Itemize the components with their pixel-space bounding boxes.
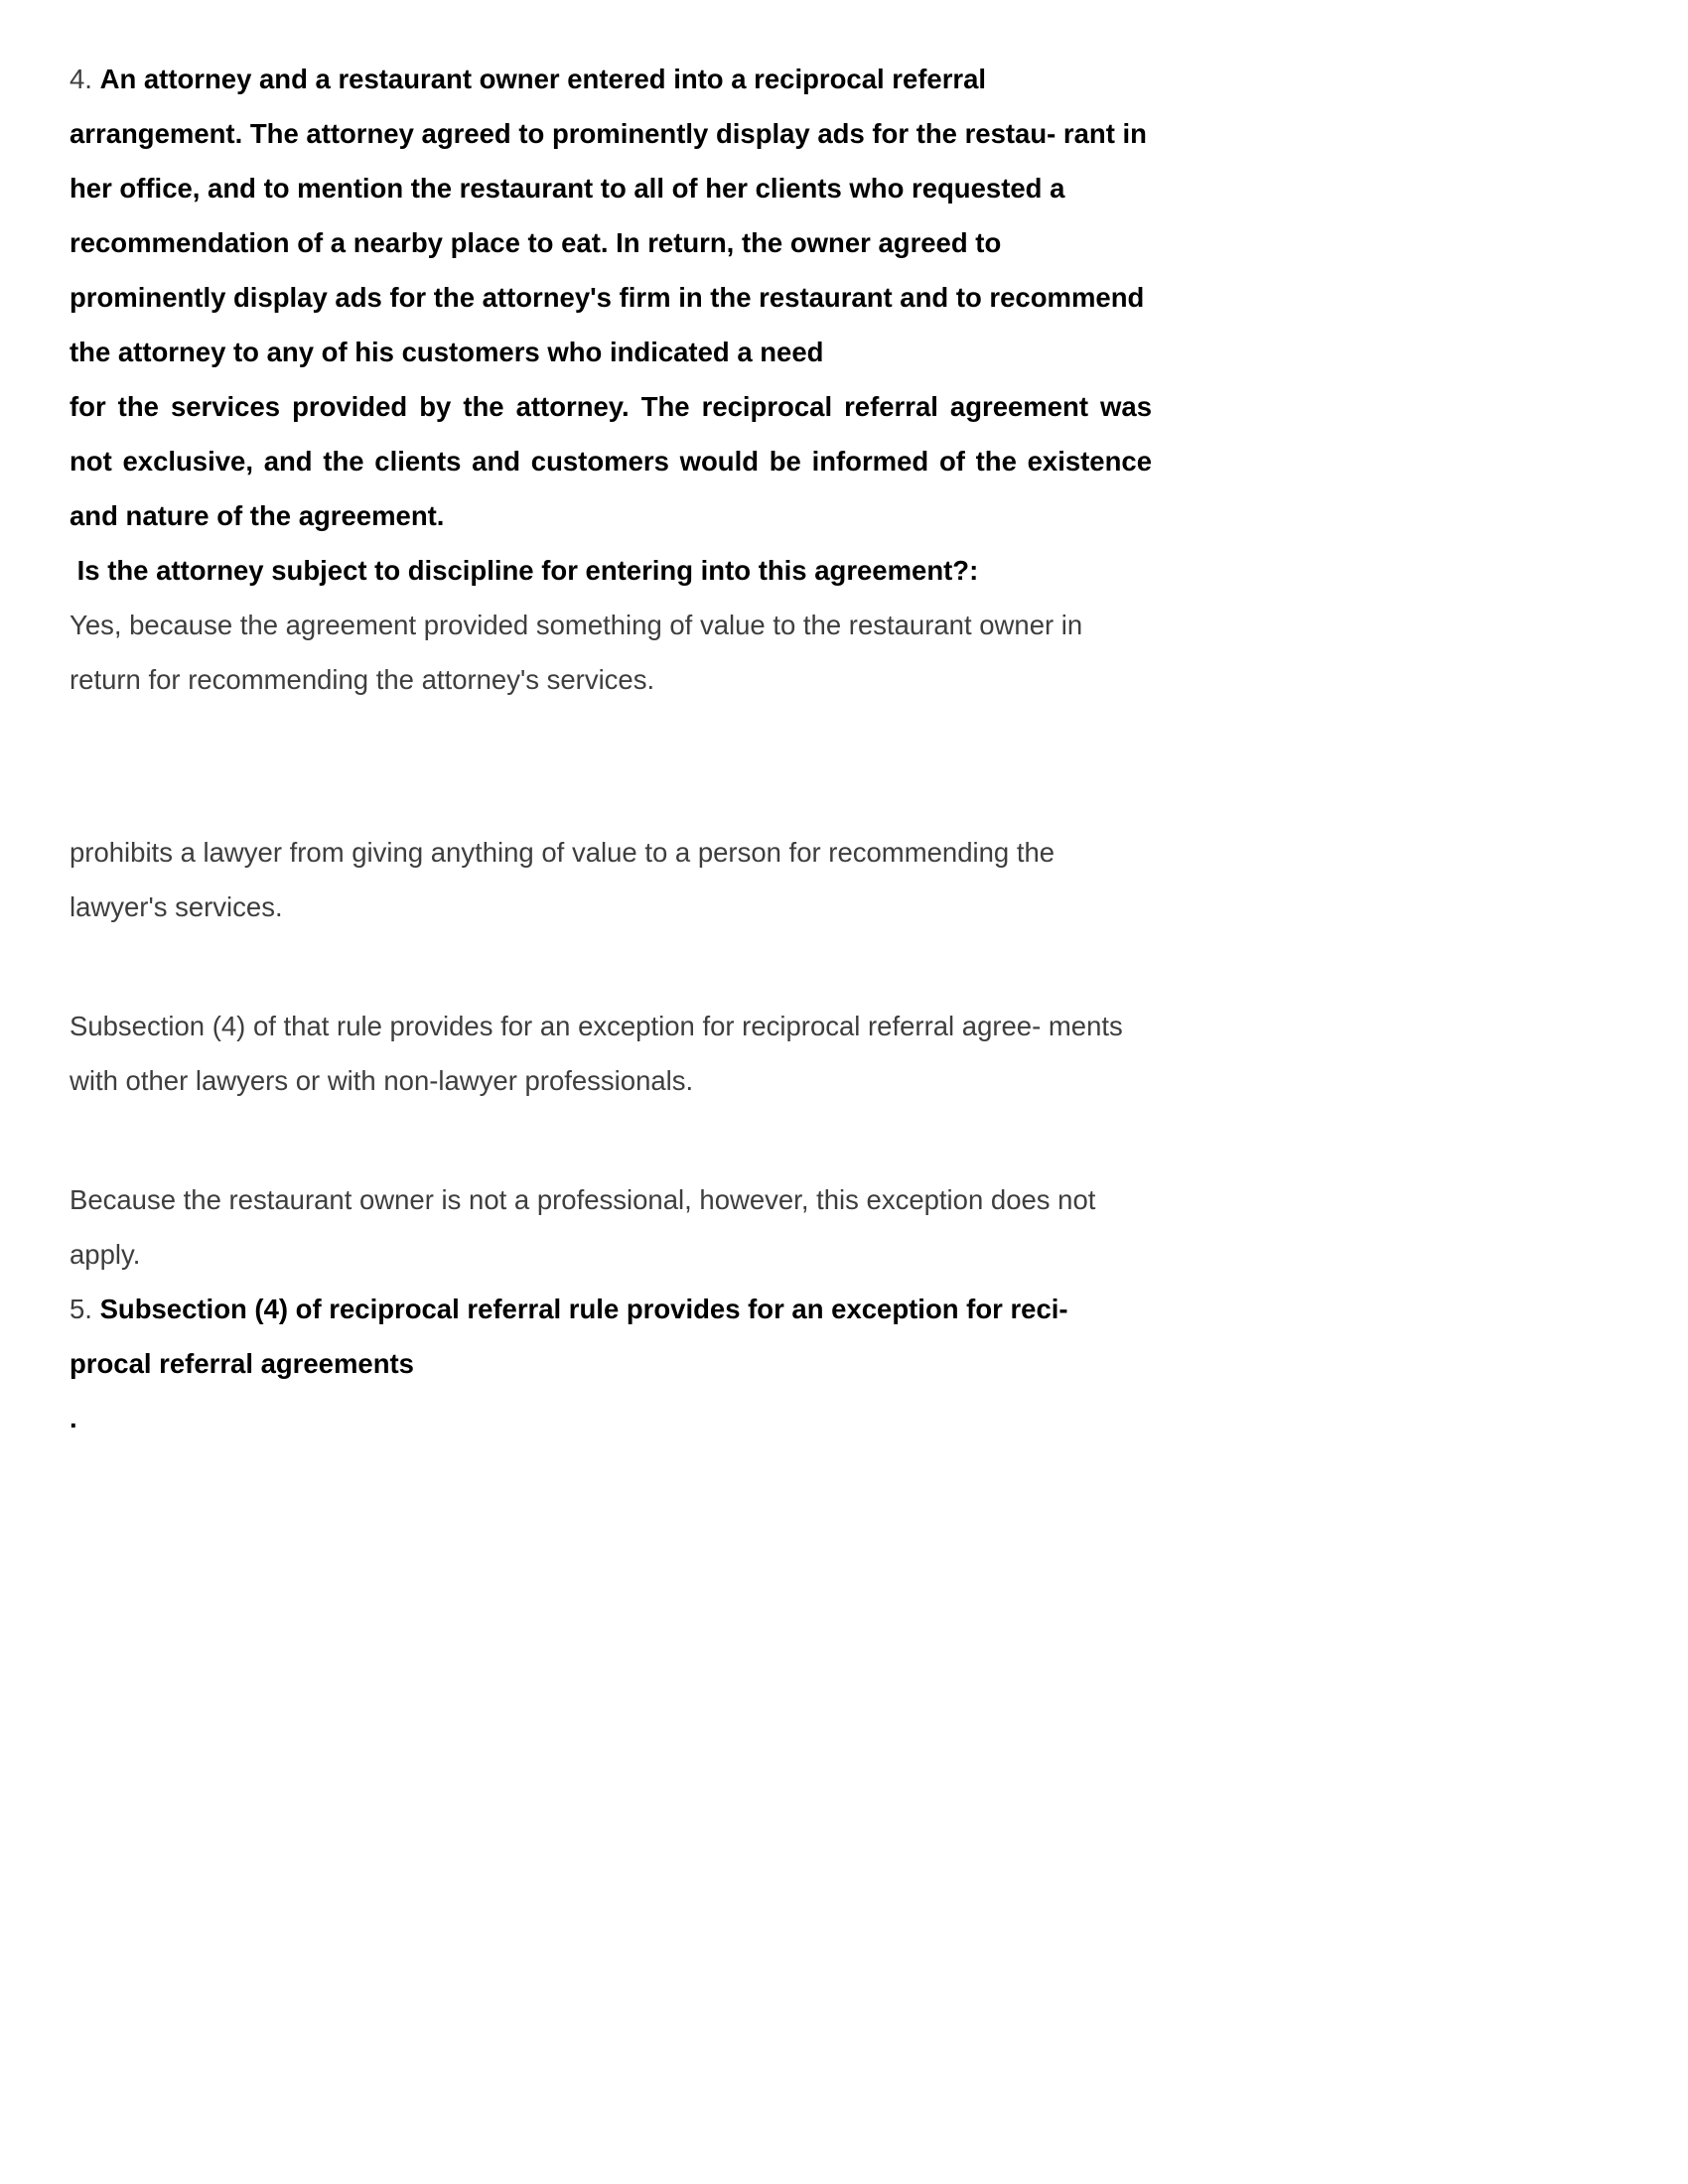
question-5-number: 5. [70,1294,100,1324]
question-4-prompt: Is the attorney subject to discipline for entering into this agreement?: [70,555,979,586]
question-4-statement-text: An attorney and a restaurant owner entered into a reciprocal referral arrangement. The attorney agreed to prominently display ads for the restau- rant in her office, and to mention the restaurant to all of her clients who requested a recommendation of a nearby place to eat. In return, the owner agreed to prominently display ads for the attorney's firm in the restaurant and to recommend the attorney to any of his customers who indicated a need [70,64,1147,367]
question-4-answer: Yes, because the agreement provided something of value to the restaurant owner in return for recommending the attorney's services. [70,610,1083,695]
document-content [70,52,1152,1445]
explanation-paragraph-2: Subsection (4) of that rule provides for an exception for reciprocal referral agree- ments with other lawyers or with non-lawyer professionals. [70,1011,1123,1096]
question-5-statement [70,1282,1152,1391]
trailing-period: . [70,1403,77,1433]
question-4-statement-continued: for the services provided by the attorney. The reciprocal referral agreement was not exclusive, and the clients and customers would be informed of the existence and nature of the agreement. [70,391,1152,531]
explanation-paragraph-1: prohibits a lawyer from giving anything of value to a person for recommending the lawyer's services. [70,837,1055,922]
explanation-paragraph-3: Because the restaurant owner is not a professional, however, this exception does not apply. [70,1184,1096,1270]
question-5-statement-text: Subsection (4) of reciprocal referral rule provides for an exception for reci- procal referral agreements [70,1294,1068,1379]
question-4-statement [70,52,1152,379]
question-4-number: 4. [70,64,100,94]
